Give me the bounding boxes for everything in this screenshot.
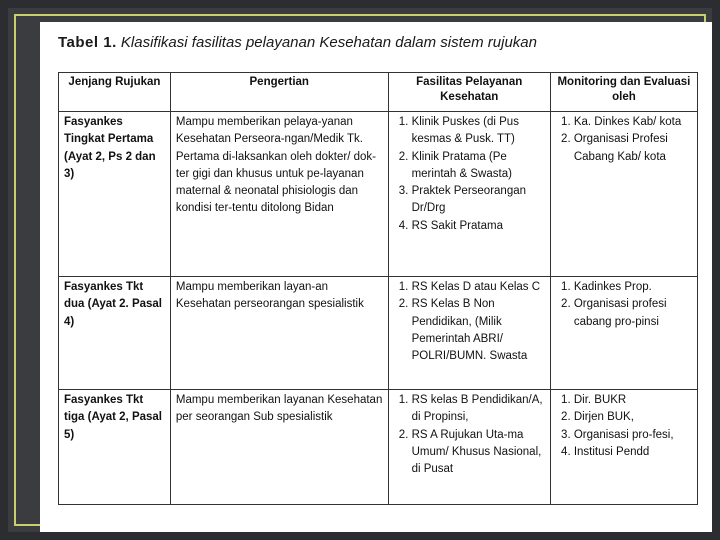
list-item: 1. Kadinkes Prop. xyxy=(574,279,692,296)
list-item: 4. Institusi Pendd xyxy=(574,444,692,461)
header-pengertian: Pengertian xyxy=(170,73,388,112)
cell-monitoring xyxy=(550,277,697,390)
referral-table xyxy=(58,72,698,505)
slide-border xyxy=(14,14,706,526)
table-title-text: Klasifikasi fasilitas pelayanan Kesehatan dalam sistem rujukan xyxy=(120,34,537,51)
list-item: 2. RS A Rujukan Uta-ma Umum/ Khusus Nasional, di Pusat xyxy=(412,427,545,479)
cell-monitoring xyxy=(550,390,697,505)
list-item: 1. Klinik Puskes (di Pus kesmas & Pusk. TT) xyxy=(412,114,545,149)
cell-level: Fasyankes Tkt tiga (Ayat 2, Pasal 5) xyxy=(59,390,171,505)
list-item: 1. RS kelas B Pendidikan/A, di Propinsi, xyxy=(412,392,545,427)
cell-facilities xyxy=(388,390,550,505)
list-item: 3. Praktek Perseorangan Dr/Drg xyxy=(412,183,545,218)
cell-facilities xyxy=(388,112,550,277)
table-title-label: Tabel 1. xyxy=(58,34,117,51)
header-monitoring: Monitoring dan Evaluasi oleh xyxy=(550,73,697,112)
list-item: 1. Dir. BUKR xyxy=(574,392,692,409)
list-item: 3. Organisasi pro-fesi, xyxy=(574,427,692,444)
list-item: 4. RS Sakit Pratama xyxy=(412,218,545,235)
cell-definition: Mampu memberikan layanan Kesehatan per seorangan Sub spesialistik xyxy=(170,390,388,505)
cell-facilities xyxy=(388,277,550,390)
list-item: 1. RS Kelas D atau Kelas C xyxy=(412,279,545,296)
cell-monitoring xyxy=(550,112,697,277)
cell-definition: Mampu memberikan pelaya-yanan Kesehatan Perseora-ngan/Medik Tk. Pertama di-laksankan oleh dokter/ dok-ter gigi dan khusus untuk pe-layanan maternal & neonatal phisiologis dan kondisi ter-tentu ditolong Bidan xyxy=(170,112,388,277)
header-jenjang: Jenjang Rujukan xyxy=(59,73,171,112)
list-item: 2. Organisasi profesi cabang pro-pinsi xyxy=(574,296,692,331)
cell-level: Fasyankes Tingkat Pertama (Ayat 2, Ps 2 dan 3) xyxy=(59,112,171,277)
table-header-row xyxy=(59,73,698,112)
slide-page xyxy=(40,22,712,532)
list-item: 2. Organisasi Profesi Cabang Kab/ kota xyxy=(574,131,692,166)
table-title xyxy=(58,34,537,51)
list-item: 2. Dirjen BUK, xyxy=(574,409,692,426)
header-fasilitas: Fasilitas Pelayanan Kesehatan xyxy=(388,73,550,112)
cell-level: Fasyankes Tkt dua (Ayat 2. Pasal 4) xyxy=(59,277,171,390)
cell-definition: Mampu memberikan layan-an Kesehatan perseorangan spesialistik xyxy=(170,277,388,390)
list-item: 2. RS Kelas B Non Pendidikan, (Milik Pemerintah ABRI/ POLRI/BUMN. Swasta xyxy=(412,296,545,365)
table-row xyxy=(59,390,698,505)
table-row xyxy=(59,277,698,390)
list-item: 2. Klinik Pratama (Pe merintah & Swasta) xyxy=(412,149,545,184)
list-item: 1. Ka. Dinkes Kab/ kota xyxy=(574,114,692,131)
table-row xyxy=(59,112,698,277)
